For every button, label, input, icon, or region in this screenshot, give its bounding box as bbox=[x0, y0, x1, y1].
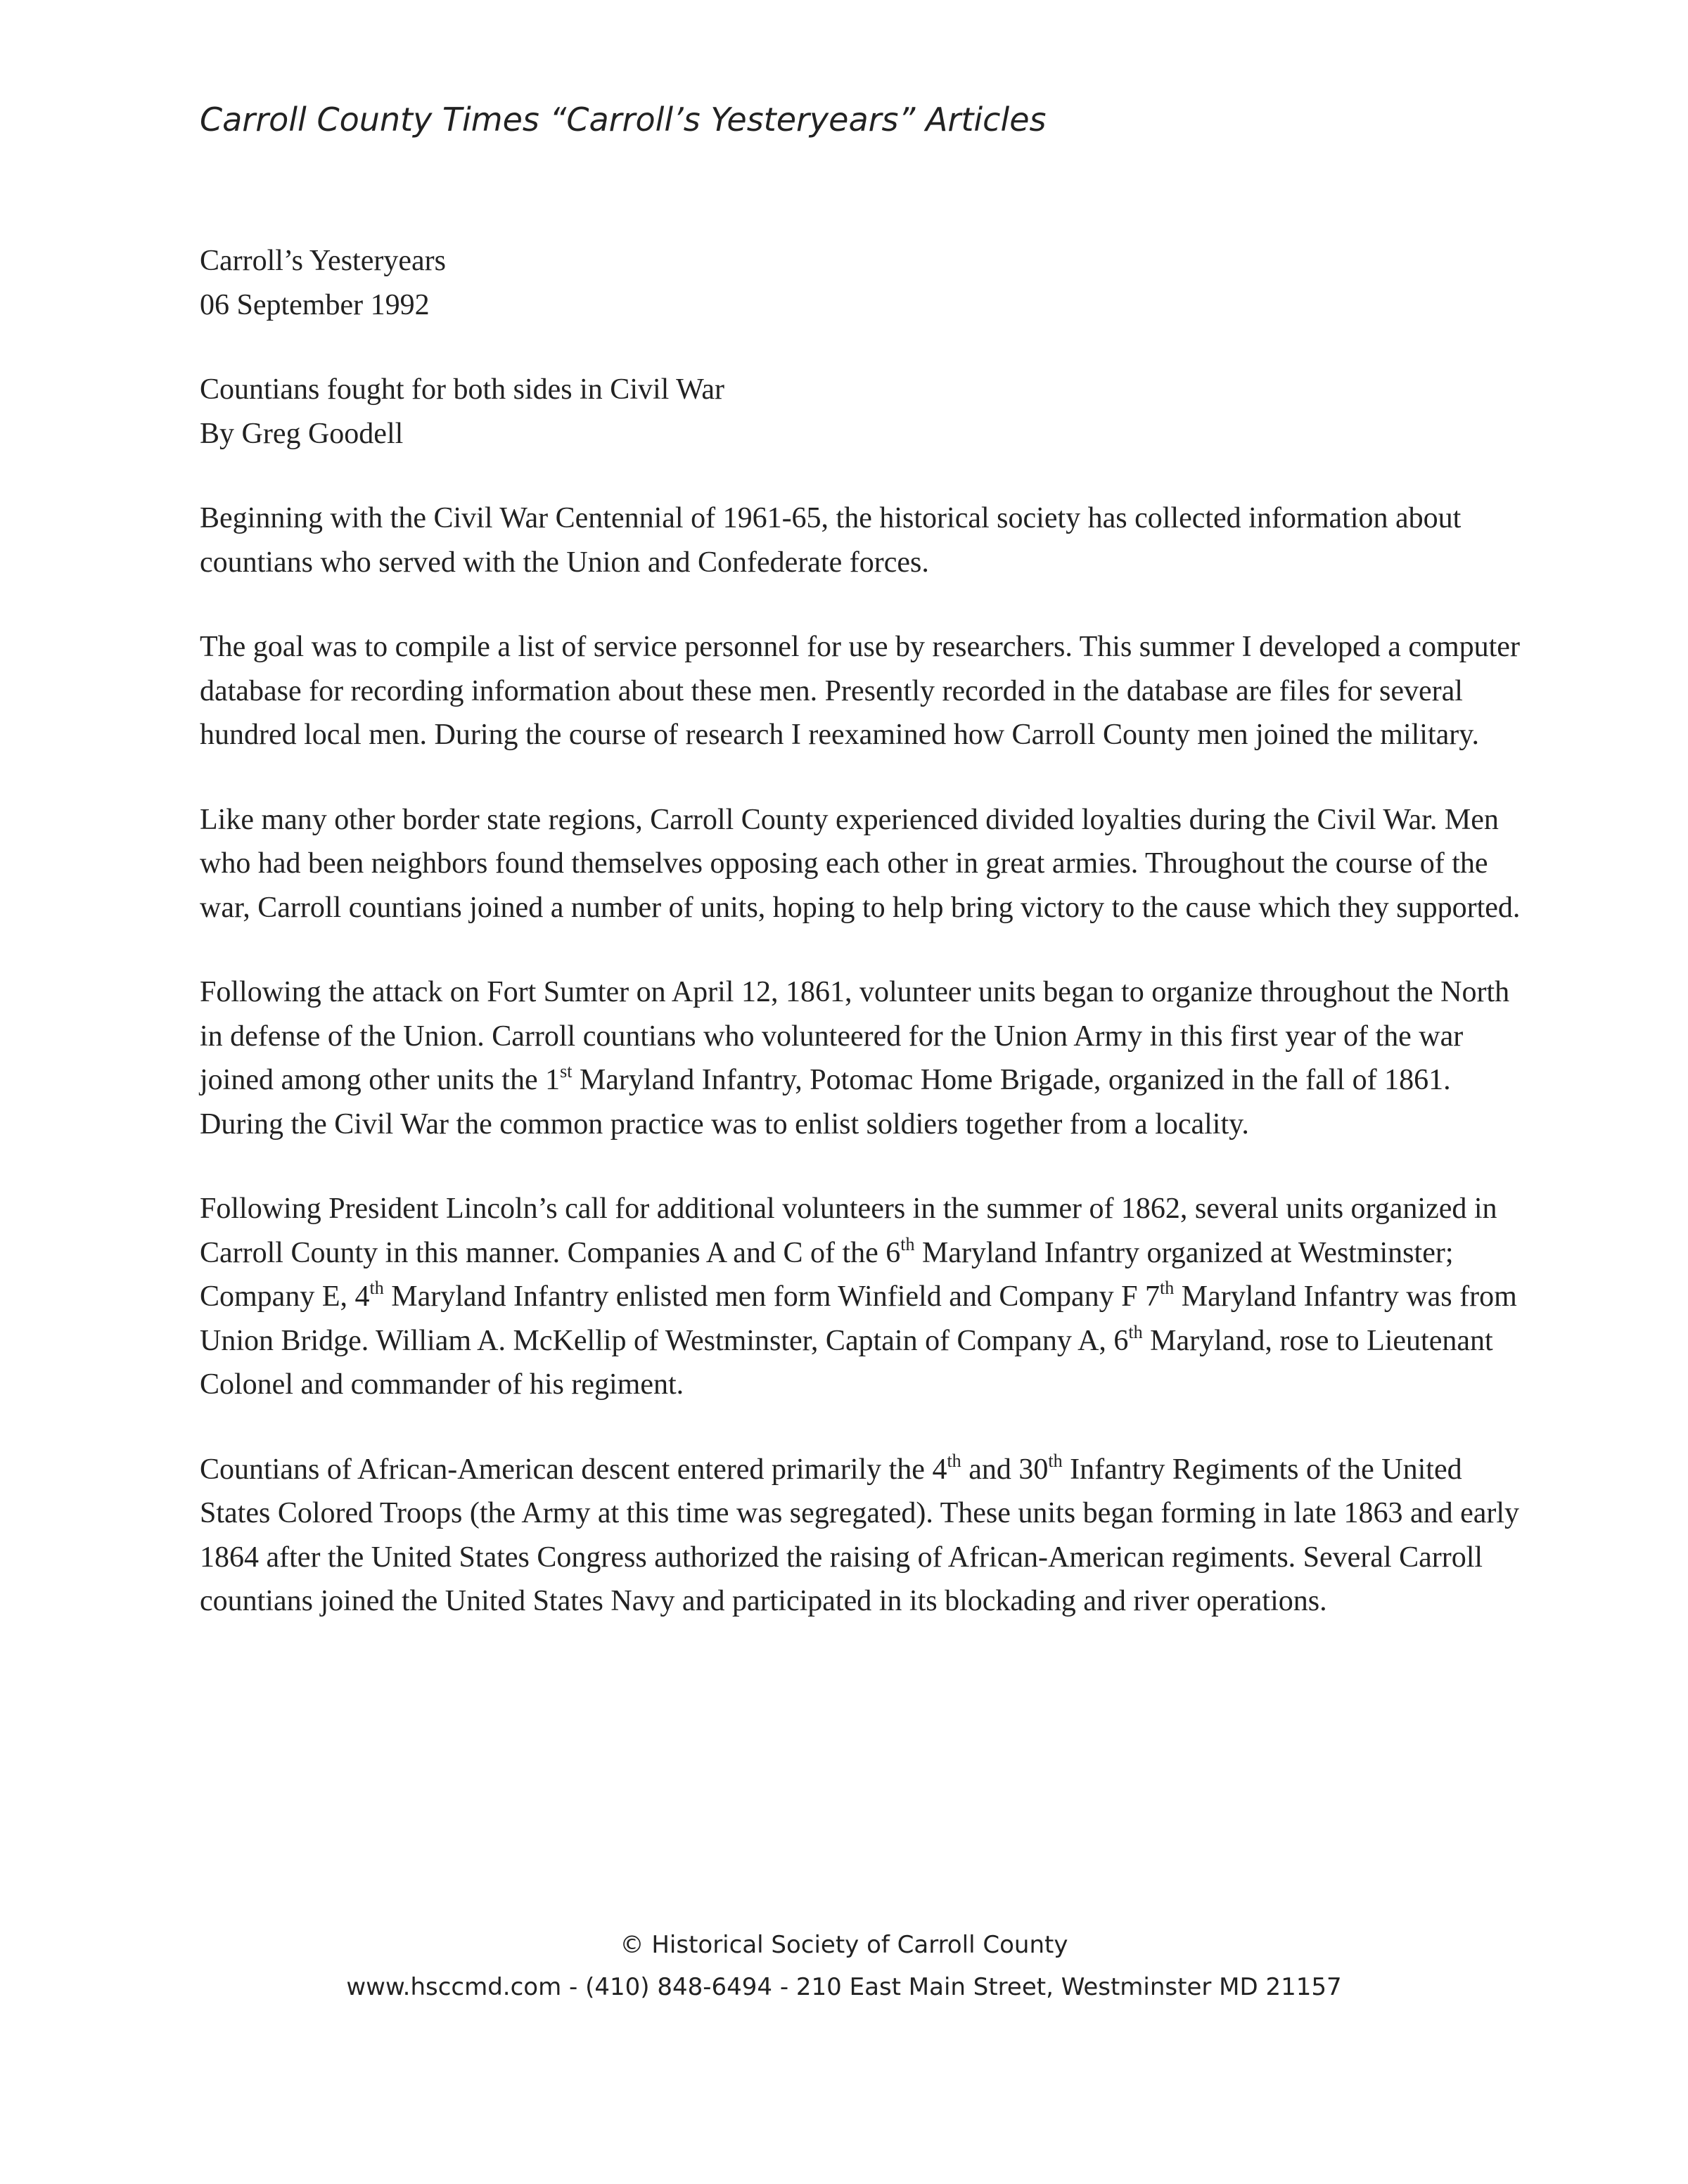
paragraph-6 bbox=[200, 1448, 1522, 1624]
paragraph-3: Like many other border state regions, Carroll County experienced divided loyalties during the Civil War. Men who had been neighbors found themselves opposing each other in great armies. Throughout the course of the war, Carroll countians joined a number of units, hoping to help bring victory to the cause which they supported. bbox=[200, 803, 1521, 924]
text-segment: Maryland, rose to Lieutenant Colonel and commander of his regiment. bbox=[200, 1324, 1493, 1401]
article-body bbox=[200, 239, 1522, 1624]
page-header: Carroll County Times “Carroll’s Yesteryears” Articles bbox=[200, 101, 1047, 139]
ordinal-suffix: th bbox=[369, 1278, 384, 1298]
text-segment: Maryland Infantry was from Union Bridge. William A. McKellip of Westminster, Captain of Company A, 6 bbox=[200, 1280, 1517, 1357]
column-name: Carroll’s Yesteryears bbox=[200, 245, 446, 277]
paragraph-4 bbox=[200, 970, 1522, 1146]
paragraph-1: Beginning with the Civil War Centennial of 1961-65, the historical society has collected information about countians who served with the Union and Confederate forces. bbox=[200, 502, 1462, 579]
paragraph-5 bbox=[200, 1187, 1522, 1407]
ordinal-suffix: th bbox=[1048, 1450, 1063, 1471]
article-byline: By Greg Goodell bbox=[200, 417, 404, 450]
footer-copyright: © Historical Society of Carroll County bbox=[620, 1931, 1068, 1959]
ordinal-suffix: th bbox=[900, 1233, 915, 1254]
text-segment: Infantry Regiments of the United States Colored Troops (the Army at this time was segregated). These units began forming in late 1863 and early 1864 after the United States Congress authorized the raising of African-American regiments. Several Carroll countians joined the United States Navy and participated in its blockading and river operations. bbox=[200, 1453, 1520, 1617]
ordinal-suffix: th bbox=[947, 1450, 961, 1471]
ordinal-suffix: th bbox=[1160, 1278, 1175, 1298]
text-segment: and 30 bbox=[961, 1453, 1049, 1486]
text-segment: Countians of African-American descent entered primarily the 4 bbox=[200, 1453, 947, 1486]
text-segment: Maryland Infantry enlisted men form Winfield and Company F 7 bbox=[383, 1280, 1160, 1313]
text-segment: Following the attack on Fort Sumter on April 12, 1861, volunteer units began to organize throughout the North in defense of the Union. Carroll countians who volunteered for the Union Army in this first year of the war joined among other units the 1 bbox=[200, 976, 1510, 1096]
text-segment: Maryland Infantry, Potomac Home Brigade, organized in the fall of 1861. During the Civil War the common practice was to enlist soldiers together from a locality. bbox=[200, 1064, 1451, 1141]
article-date: 06 September 1992 bbox=[200, 288, 430, 321]
article-headline: Countians fought for both sides in Civil War bbox=[200, 373, 724, 406]
text-segment: Maryland Infantry organized at Westminster; Company E, 4 bbox=[200, 1236, 1454, 1313]
paragraph-2: The goal was to compile a list of service personnel for use by researchers. This summer I developed a computer database for recording information about these men. Presently recorded in the database are files for several hundred local men. During the course of research I reexamined how Carroll County men joined the military. bbox=[200, 631, 1520, 751]
ordinal-suffix: th bbox=[1128, 1321, 1143, 1342]
ordinal-suffix: st bbox=[560, 1061, 573, 1081]
page-footer bbox=[0, 1924, 1688, 2008]
footer-contact: www.hsccmd.com - (410) 848-6494 - 210 East Main Street, Westminster MD 21157 bbox=[346, 1973, 1342, 2001]
text-segment: Following President Lincoln’s call for additional volunteers in the summer of 1862, several units organized in Carroll County in this manner. Companies A and C of the 6 bbox=[200, 1193, 1497, 1269]
